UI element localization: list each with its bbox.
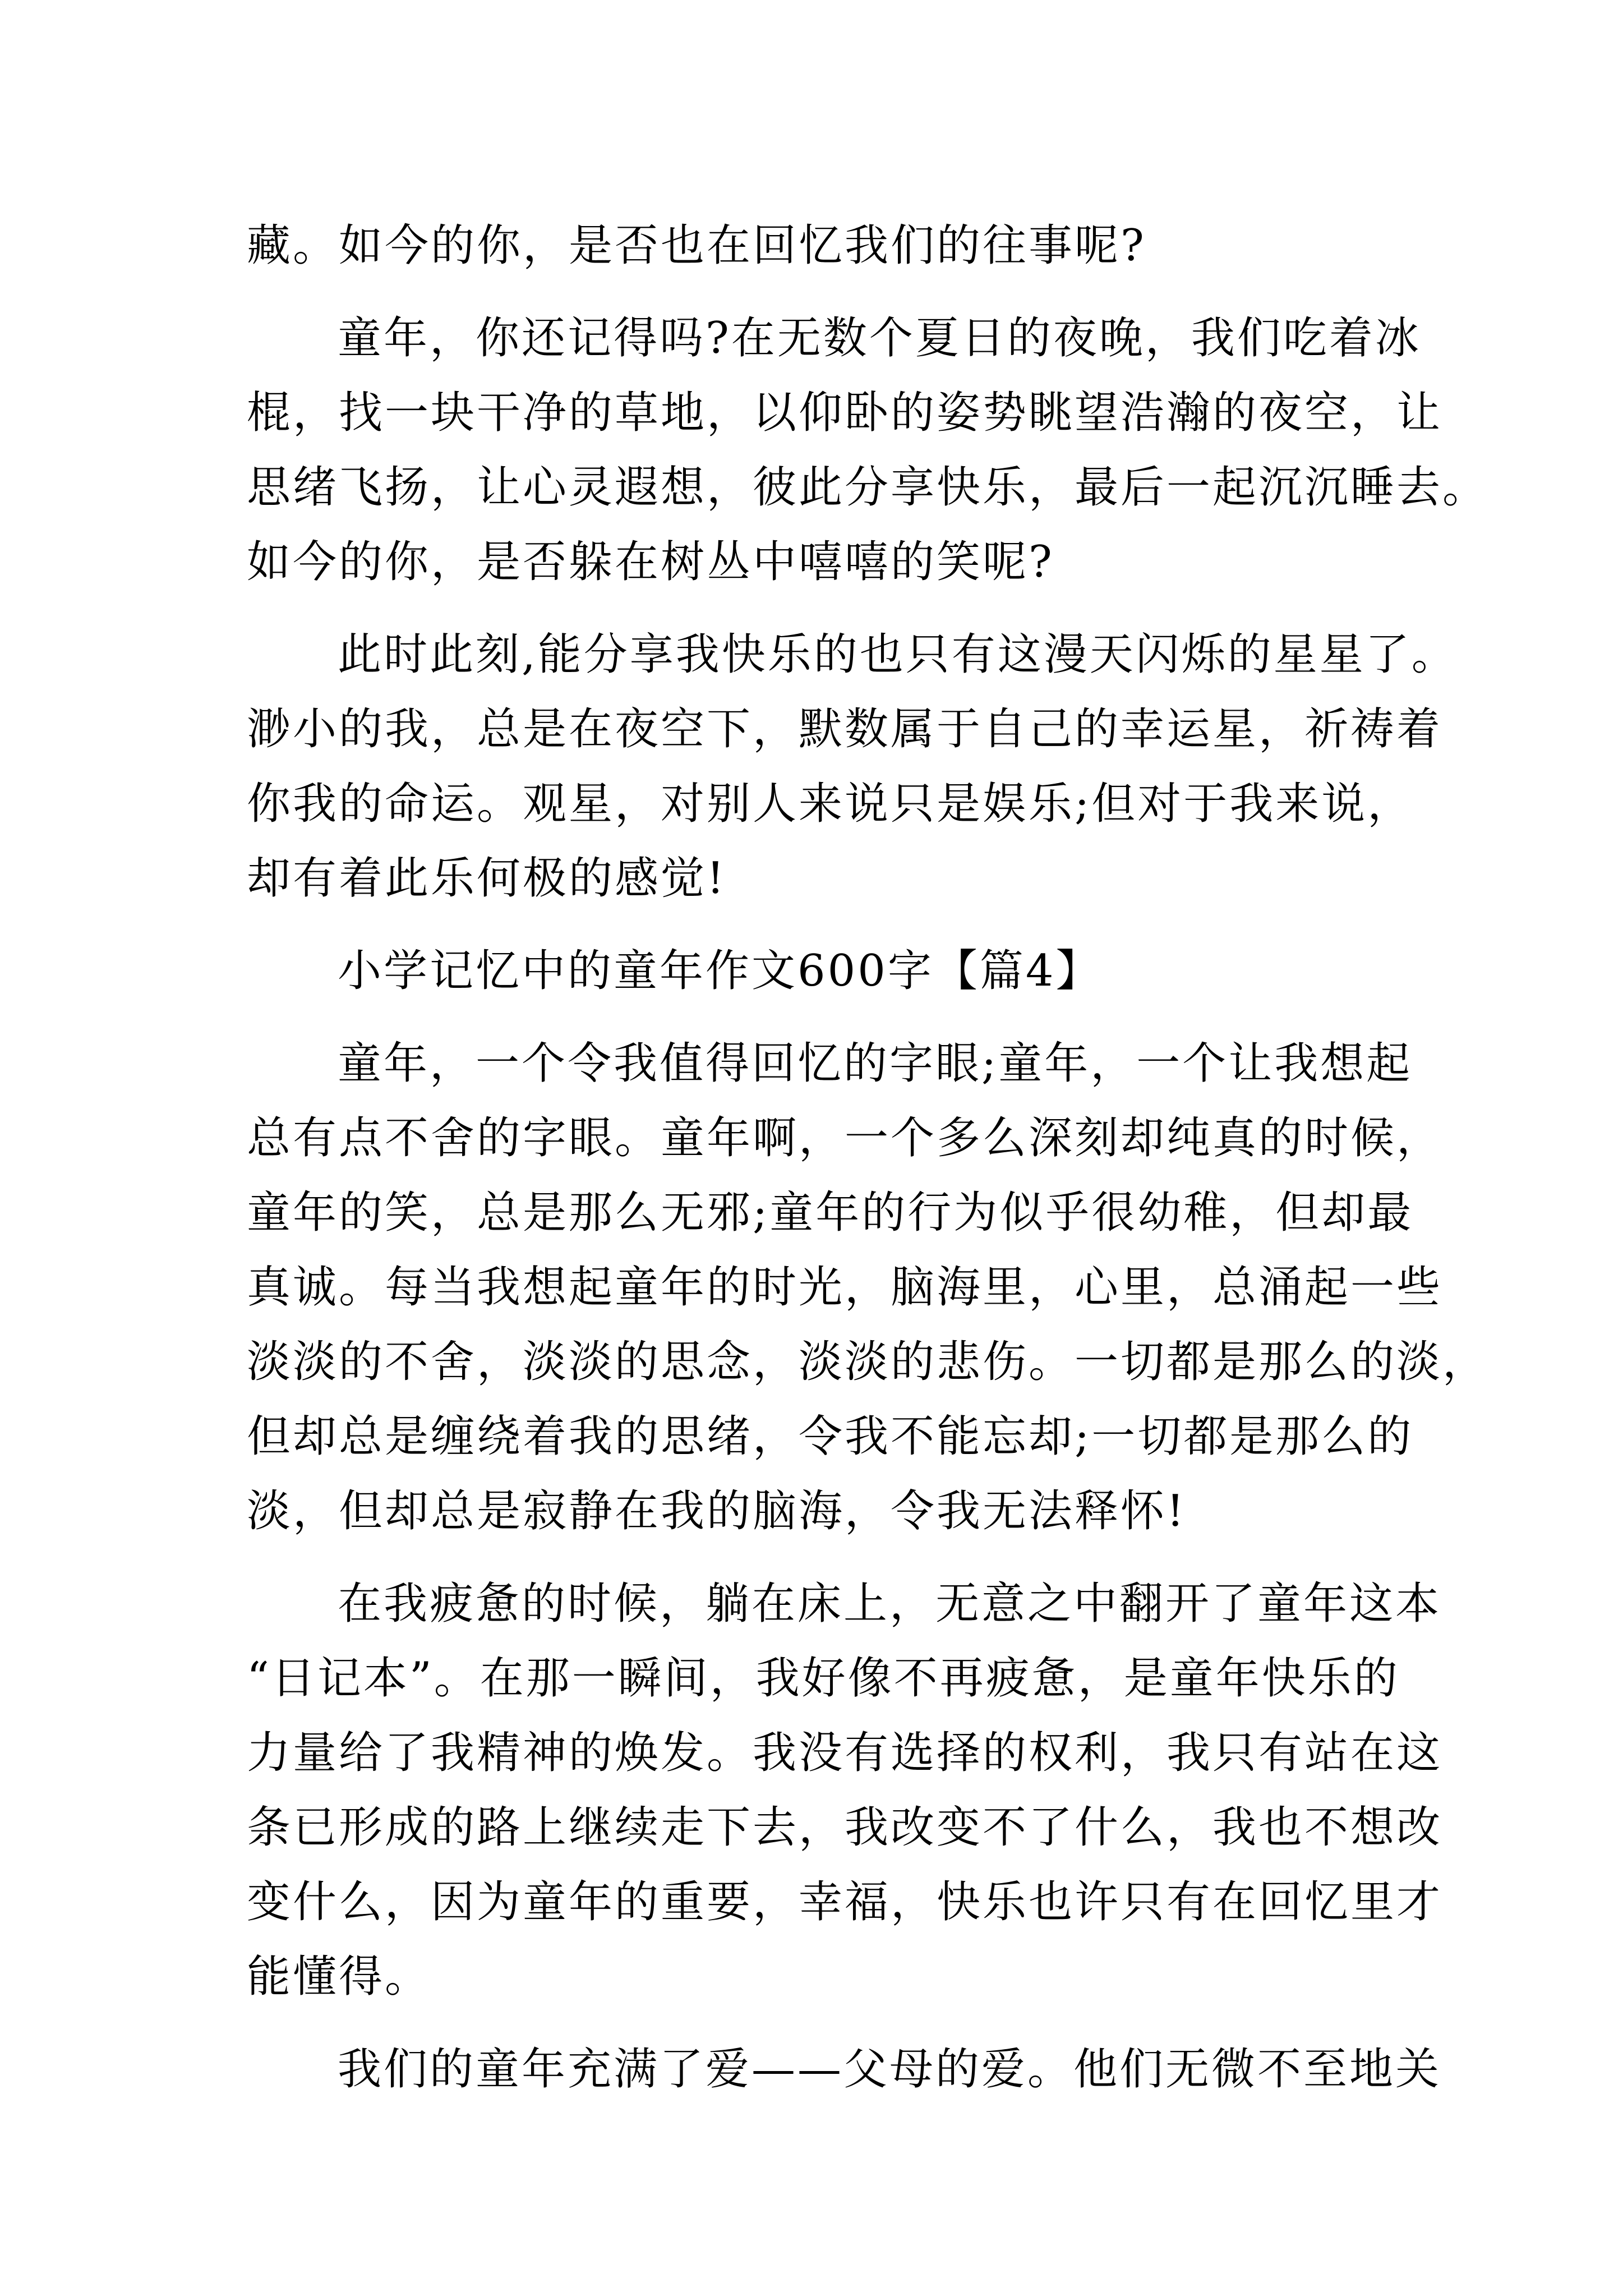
text-line: 能懂得。 <box>247 1952 431 2002</box>
paragraph-gap <box>247 916 1391 934</box>
paragraph-first-line: 童年，你还记得吗?在无数个夏日的夜晚，我们吃着冰 <box>338 313 1421 364</box>
text-line: “日记本”。在那一瞬间，我好像不再疲惫，是童年快乐的 <box>247 1653 1400 1704</box>
paragraph-gap <box>247 2014 1391 2032</box>
paragraph-first-line: 童年，一个令我值得回忆的字眼;童年，一个让我想起 <box>338 1038 1413 1089</box>
text-line: 力量给了我精神的焕发。我没有选择的权利，我只有站在这 <box>247 1728 1443 1778</box>
text-line: 藏。如今的你，是否也在回忆我们的往事呢? <box>247 220 1146 271</box>
text-line: 淡，但却总是寂静在我的脑海，令我无法释怀! <box>247 1486 1187 1536</box>
text-line: 总有点不舍的字眼。童年啊，一个多么深刻却纯真的时候， <box>247 1113 1443 1163</box>
text-line: 思绪飞扬，让心灵遐想，彼此分享快乐，最后一起沉沉睡去。 <box>247 462 1489 513</box>
text-line: 变什么，因为童年的重要，幸福，快乐也许只有在回忆里才 <box>247 1877 1443 1927</box>
text-line: 如今的你，是否躲在树丛中嘻嘻的笑呢? <box>247 537 1054 587</box>
paragraph-first-line: 我们的童年充满了爱——父母的爱。他们无微不至地关 <box>338 2044 1442 2095</box>
essay-text <box>247 209 1489 2107</box>
text-line: 你我的命运。观星，对别人来说只是娱乐;但对于我来说， <box>247 779 1414 829</box>
text-line: 棍，找一块干净的草地，以仰卧的姿势眺望浩瀚的夜空，让 <box>247 388 1443 438</box>
paragraph-first-line: 在我疲惫的时候，躺在床上，无意之中翻开了童年这本 <box>338 1579 1442 1629</box>
text-line: 却有着此乐何极的感觉! <box>247 853 727 904</box>
paragraph-gap <box>247 1009 1391 1027</box>
text-line: 条已形成的路上继续走下去，我改变不了什么，我也不想改 <box>247 1802 1443 1853</box>
text-line: 真诚。每当我想起童年的时光，脑海里，心里，总涌起一些 <box>247 1262 1443 1313</box>
paragraph-gap <box>247 283 1391 301</box>
paragraph-gap <box>247 1549 1391 1567</box>
text-line: 淡淡的不舍，淡淡的思念，淡淡的悲伤。一切都是那么的淡， <box>247 1337 1489 1387</box>
text-line: 但却总是缠绕着我的思绪，令我不能忘却;一切都是那么的 <box>247 1411 1414 1462</box>
text-line: 童年的笑，总是那么无邪;童年的行为似乎很幼稚，但却最 <box>247 1188 1414 1238</box>
text-line: 渺小的我，总是在夜空下，默数属于自己的幸运星，祈祷着 <box>247 704 1443 754</box>
section-heading: 小学记忆中的童年作文600字【篇4】 <box>338 946 1102 996</box>
paragraph-first-line: 此时此刻,能分享我快乐的也只有这漫天闪烁的星星了。 <box>338 629 1458 680</box>
paragraph-gap <box>247 600 1391 618</box>
